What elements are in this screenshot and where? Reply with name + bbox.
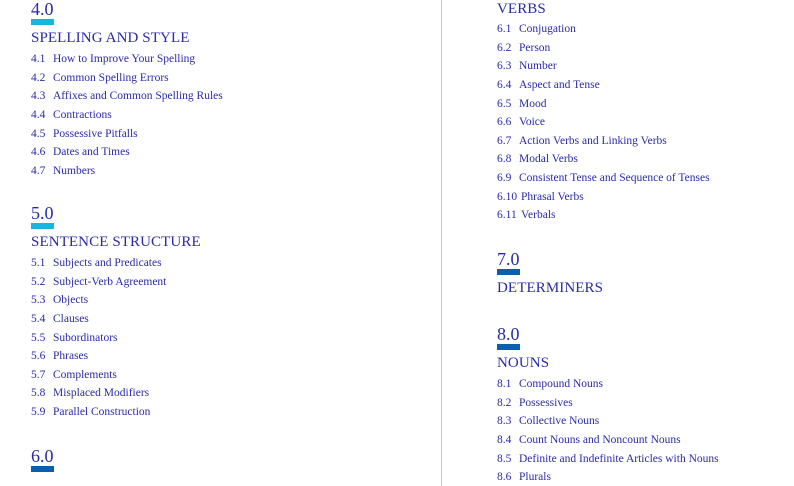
toc-item-label[interactable]: How to Improve Your Spelling <box>53 53 196 66</box>
toc-item-label[interactable]: Voice <box>519 116 545 129</box>
toc-item[interactable] <box>31 124 223 143</box>
toc-item-label[interactable]: Mood <box>519 97 547 110</box>
toc-item-number: 8.3 <box>497 415 512 428</box>
toc-item[interactable] <box>31 254 201 273</box>
toc-item-number: 6.5 <box>497 97 512 110</box>
section-number: 5.0 <box>31 203 54 223</box>
toc-item[interactable] <box>497 431 719 450</box>
toc-item[interactable] <box>31 273 201 292</box>
toc-item-label[interactable]: Subjects and Predicates <box>53 257 162 270</box>
toc-item-number: 6.6 <box>497 116 512 129</box>
section-number: 6.0 <box>31 446 54 466</box>
toc-item-number: 4.1 <box>31 53 46 66</box>
section-number: 7.0 <box>497 249 520 269</box>
toc-item[interactable] <box>31 403 201 422</box>
toc-item[interactable] <box>497 412 719 431</box>
section-underline-bar <box>31 223 54 229</box>
toc-item-label[interactable]: Affixes and Common Spelling Rules <box>53 90 223 103</box>
toc-item[interactable] <box>497 113 710 132</box>
toc-item-label[interactable]: Possessives <box>519 396 573 409</box>
toc-item-number: 8.5 <box>497 452 512 465</box>
toc-item-label[interactable]: Contractions <box>53 109 112 122</box>
section-title[interactable]: VERBS <box>497 1 546 17</box>
section-title[interactable]: SPELLING AND STYLE <box>31 30 190 46</box>
section-title[interactable]: SENTENCE STRUCTURE <box>31 234 201 250</box>
column-divider <box>441 0 442 486</box>
toc-item[interactable] <box>497 206 710 225</box>
toc-item-number: 4.4 <box>31 109 46 122</box>
toc-item[interactable] <box>497 150 710 169</box>
section-spelling-and-style <box>31 0 223 180</box>
toc-item-label[interactable]: Clauses <box>53 313 89 326</box>
toc-item-label[interactable]: Consistent Tense and Sequence of Tenses <box>519 172 710 185</box>
toc-item-label[interactable]: Misplaced Modifiers <box>53 387 150 400</box>
toc-item-number: 5.4 <box>31 313 46 326</box>
toc-item-number: 5.8 <box>31 387 46 400</box>
toc-item[interactable] <box>31 310 201 329</box>
toc-item-number: 4.6 <box>31 146 46 159</box>
toc-item[interactable] <box>497 94 710 113</box>
toc-item[interactable] <box>31 106 223 125</box>
section-underline-bar <box>497 269 520 275</box>
toc-item-number: 5.9 <box>31 406 46 419</box>
toc-item-label[interactable]: Parallel Construction <box>53 406 151 419</box>
toc-item[interactable] <box>497 57 710 76</box>
toc-item[interactable] <box>31 69 223 88</box>
toc-item-number: 6.10 <box>497 190 518 203</box>
toc-item-label[interactable]: Count Nouns and Noncount Nouns <box>519 434 681 447</box>
section-underline-bar <box>497 344 520 350</box>
toc-item-number: 6.7 <box>497 134 512 147</box>
toc-item-label[interactable]: Numbers <box>53 164 96 177</box>
toc-item-number: 5.5 <box>31 331 46 344</box>
toc-item[interactable] <box>31 366 201 385</box>
toc-item-label[interactable]: Subordinators <box>53 331 118 344</box>
toc-item-label[interactable]: Possessive Pitfalls <box>53 127 138 140</box>
toc-item-label[interactable]: Aspect and Tense <box>519 79 600 92</box>
toc-item-number: 4.3 <box>31 90 46 103</box>
toc-item[interactable] <box>31 50 223 69</box>
toc-item-label[interactable]: Plurals <box>519 471 551 484</box>
toc-item-number: 5.2 <box>31 275 46 288</box>
toc-item-label[interactable]: Subject-Verb Agreement <box>53 275 167 288</box>
toc-item-number: 6.11 <box>497 209 517 222</box>
section-verbs-heading <box>31 447 54 472</box>
section-item-list <box>497 20 710 225</box>
section-sentence-structure <box>31 204 201 421</box>
toc-item-label[interactable]: Conjugation <box>519 23 576 36</box>
toc-item-number: 5.6 <box>31 350 46 363</box>
toc-item[interactable] <box>31 162 223 181</box>
toc-item-number: 4.2 <box>31 71 46 84</box>
toc-item-label[interactable]: Common Spelling Errors <box>53 71 169 84</box>
toc-item-label[interactable]: Modal Verbs <box>519 153 578 166</box>
toc-item-number: 6.9 <box>497 172 512 185</box>
toc-item[interactable] <box>31 291 201 310</box>
toc-item[interactable] <box>497 187 710 206</box>
toc-item-number: 6.3 <box>497 60 512 73</box>
toc-item-label[interactable]: Compound Nouns <box>519 378 604 391</box>
toc-item[interactable] <box>31 347 201 366</box>
toc-item-label[interactable]: Phrasal Verbs <box>521 190 584 203</box>
section-number: 4.0 <box>31 0 54 19</box>
toc-item[interactable] <box>31 384 201 403</box>
toc-item-label[interactable]: Phrases <box>53 350 89 363</box>
toc-item-number: 8.4 <box>497 434 512 447</box>
toc-item-number: 5.3 <box>31 294 46 307</box>
section-item-list <box>31 254 201 421</box>
toc-item[interactable] <box>31 328 201 347</box>
toc-item-number: 4.5 <box>31 127 46 140</box>
toc-item[interactable] <box>497 375 719 394</box>
section-number: 8.0 <box>497 324 520 344</box>
toc-item-label[interactable]: Collective Nouns <box>519 415 600 428</box>
section-title[interactable]: DETERMINERS <box>497 280 604 296</box>
toc-item[interactable] <box>497 449 719 468</box>
toc-item[interactable] <box>31 87 223 106</box>
toc-item-number: 8.6 <box>497 471 512 484</box>
section-underline-bar <box>31 466 54 472</box>
section-verbs <box>497 0 710 225</box>
section-title[interactable]: NOUNS <box>497 355 550 371</box>
toc-item-label[interactable]: Definite and Indefinite Articles with Nouns <box>519 452 719 465</box>
toc-item-label[interactable]: Number <box>519 60 557 73</box>
section-underline-bar <box>31 19 54 25</box>
toc-item-label[interactable]: Complements <box>53 368 117 381</box>
toc-item-label[interactable]: Action Verbs and Linking Verbs <box>519 134 667 147</box>
toc-item[interactable] <box>31 143 223 162</box>
toc-item-label[interactable]: Verbals <box>521 209 556 222</box>
toc-item-label[interactable]: Objects <box>53 294 89 307</box>
toc-item-number: 6.8 <box>497 153 512 166</box>
toc-item[interactable] <box>497 76 710 95</box>
toc-item-number: 4.7 <box>31 164 46 177</box>
toc-item-number: 8.1 <box>497 378 512 391</box>
section-item-list <box>31 50 223 180</box>
section-nouns <box>497 325 719 486</box>
toc-item-number: 6.4 <box>497 79 512 92</box>
toc-item-number: 8.2 <box>497 396 512 409</box>
toc-item[interactable] <box>497 468 719 486</box>
toc-item-label[interactable]: Dates and Times <box>53 146 130 159</box>
section-determiners <box>497 250 603 297</box>
toc-item[interactable] <box>497 169 710 188</box>
section-item-list <box>497 375 719 486</box>
toc-item[interactable] <box>497 39 710 58</box>
toc-item-label[interactable]: Person <box>519 41 551 54</box>
toc-item[interactable] <box>497 20 710 39</box>
toc-item[interactable] <box>497 132 710 151</box>
toc-item-number: 5.7 <box>31 368 46 381</box>
toc-item-number: 6.1 <box>497 23 512 36</box>
toc-item-number: 6.2 <box>497 41 512 54</box>
toc-item-number: 5.1 <box>31 257 46 270</box>
toc-item[interactable] <box>497 394 719 413</box>
